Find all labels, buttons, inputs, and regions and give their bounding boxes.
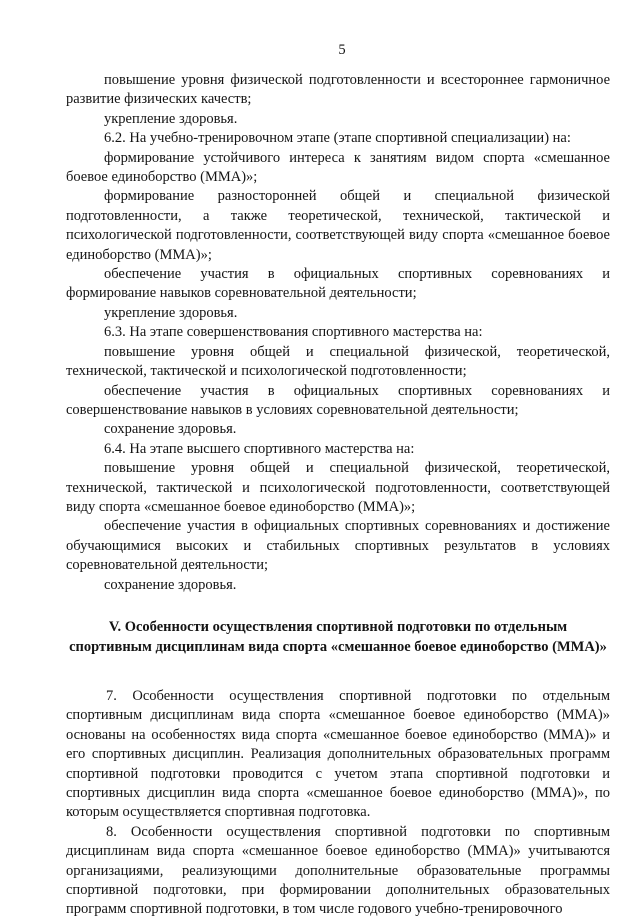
clause-8: 8. Особенности осуществления спортивной подготовки по спортивным дисциплинам вида спорта «смешанное боевое единоборство (ММА)» учитываются организациями, реализующими дополнительные образовательные программы спортивной подготовки, при формировании дополнительных образовательных программ спортивной подготовки, в том числе годового учебно-тренировочного bbox=[66, 823, 610, 918]
paragraph: повышение уровня общей и специальной физической, теоретической, технической, тактической и психологической подготовленности, соответствующей виду спорта «смешанное боевое единоборство (ММА)»; bbox=[66, 460, 610, 515]
paragraph: формирование устойчивого интереса к занятиям видом спорта «смешанное боевое единоборство (ММА)»; bbox=[66, 149, 610, 186]
paragraph: укрепление здоровья. bbox=[104, 304, 238, 321]
paragraph: повышение уровня физической подготовленности и всестороннее гармоничное развитие физических качеств; bbox=[66, 72, 610, 108]
paragraph: обеспечение участия в официальных спортивных соревнованиях и формирование навыков соревновательной деятельности; bbox=[66, 266, 610, 302]
paragraph: формирование разносторонней общей и специальной физической подготовленности, а также теоретической, технической, тактической и психологической подготовленности, соответствующей виду спорта «смешанное боевое единоборство (ММА)»; bbox=[66, 188, 610, 263]
paragraph: укрепление здоровья. bbox=[104, 110, 238, 127]
clause-6-2: 6.2. На учебно-тренировочном этапе (этапе спортивной специализации) на: bbox=[104, 130, 571, 147]
clause-7: 7. Особенности осуществления спортивной подготовки по отдельным спортивным дисциплинам вида спорта «смешанное боевое единоборство (ММА)» основаны на особенностях вида спорта «смешанное боевое единоборство (ММА)» и его спортивных дисциплин. Реализация дополнительных образовательных программ спортивной подготовки проводится с учетом этапа спортивной подготовки и спортивных дисциплин вида спорта «смешанное боевое единоборство (ММА)», по которым осуществляется спортивная подготовка. bbox=[66, 687, 610, 821]
paragraph: обеспечение участия в официальных спортивных соревнованиях и совершенствование навыков в условиях соревновательной деятельности; bbox=[66, 382, 610, 418]
clause-6-3: 6.3. На этапе совершенствования спортивного мастерства на: bbox=[104, 324, 483, 341]
paragraph: сохранение здоровья. bbox=[104, 576, 237, 593]
page-number: 5 bbox=[338, 42, 346, 58]
section-v-body bbox=[66, 687, 610, 920]
paragraph: обеспечение участия в официальных спортивных соревнованиях и достижение обучающимися высоких и стабильных спортивных результатов в условиях соревновательной деятельности; bbox=[66, 518, 610, 574]
clause-6-4: 6.4. На этапе высшего спортивного мастерства на: bbox=[104, 440, 415, 457]
section-heading: V. Особенности осуществления спортивной подготовки по отдельным спортивным дисциплинам вида спорта «смешанное боевое единоборство (ММА)» bbox=[69, 618, 607, 655]
paragraph: повышение уровня общей и специальной физической, теоретической, технической, тактической и психологической подготовленности; bbox=[66, 343, 610, 380]
paragraph: сохранение здоровья. bbox=[104, 421, 237, 438]
list-section-6 bbox=[66, 71, 610, 595]
